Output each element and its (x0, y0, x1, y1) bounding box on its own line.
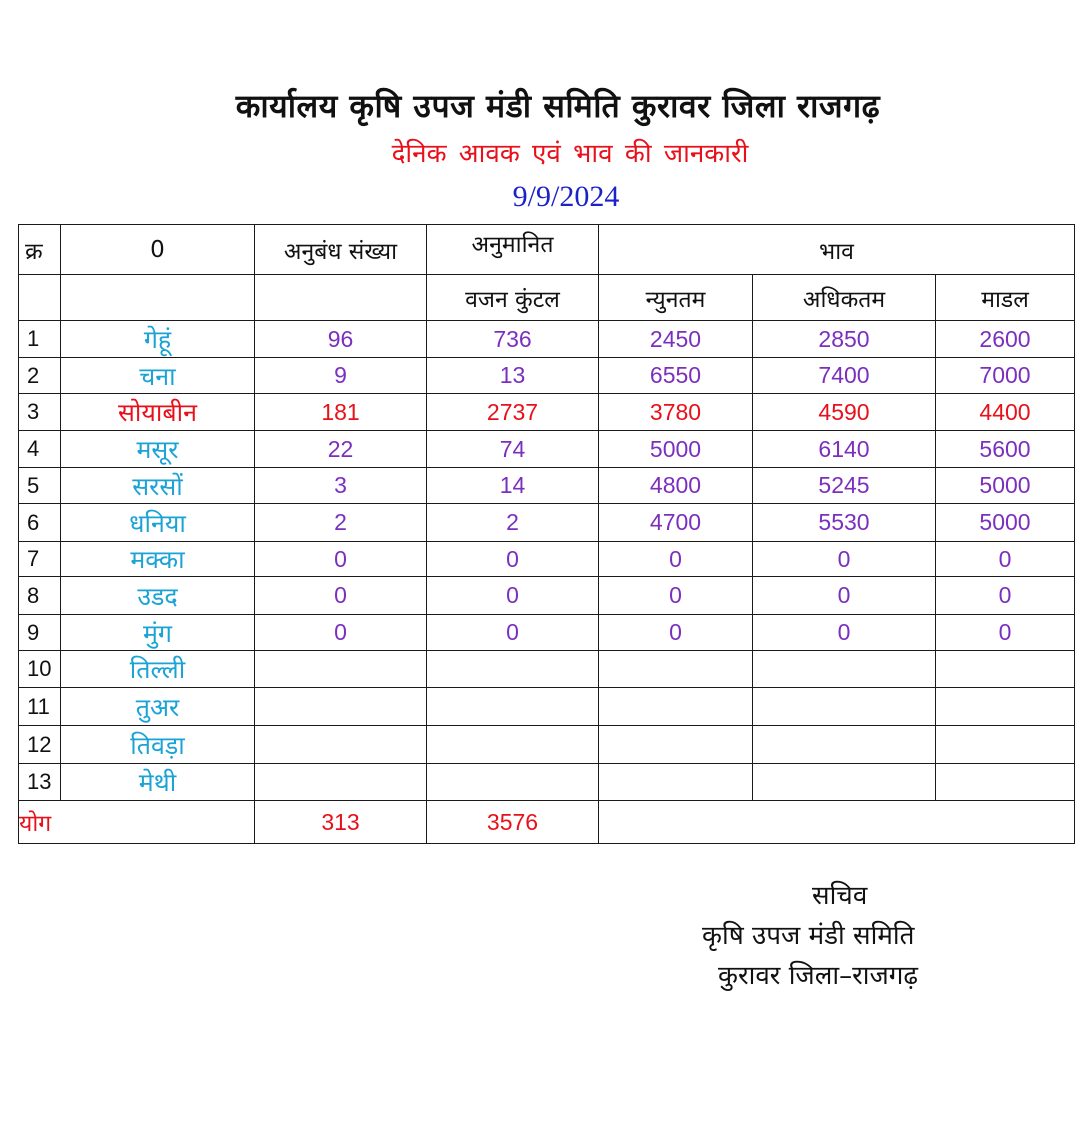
arrival-price-table (18, 224, 1075, 844)
cell-model: 0 (936, 577, 1075, 615)
total-contracts: 313 (255, 801, 427, 844)
crop-name: मेथी (61, 764, 255, 801)
cell-max: 0 (753, 542, 936, 577)
cell-contracts: 96 (255, 321, 427, 358)
cell-contracts (255, 688, 427, 726)
cell-min: 6550 (599, 358, 753, 394)
cell-contracts (255, 726, 427, 764)
table-row (19, 542, 1075, 577)
row-serial: 1 (19, 321, 61, 358)
cell-min: 0 (599, 542, 753, 577)
cell-model: 5000 (936, 504, 1075, 542)
cell-min: 5000 (599, 431, 753, 468)
cell-weight: 74 (427, 431, 599, 468)
header-model-price: माडल (936, 275, 1075, 321)
table-row (19, 468, 1075, 504)
crop-name: गेहूं (61, 321, 255, 358)
cell-min (599, 726, 753, 764)
signature-office: कृषि उपज मंडी समिति (702, 921, 915, 951)
cell-contracts: 0 (255, 542, 427, 577)
cell-max (753, 764, 936, 801)
cell-contracts: 181 (255, 394, 427, 431)
cell-model (936, 726, 1075, 764)
crop-name: सोयाबीन (61, 394, 255, 431)
header-contracts: अनुबंध संख्या (255, 225, 427, 275)
cell-max: 2850 (753, 321, 936, 358)
cell-min: 2450 (599, 321, 753, 358)
row-serial: 13 (19, 764, 61, 801)
row-serial: 10 (19, 651, 61, 688)
cell-contracts: 0 (255, 577, 427, 615)
crop-name: मक्का (61, 542, 255, 577)
cell-min: 0 (599, 615, 753, 651)
cell-contracts: 2 (255, 504, 427, 542)
cell-max: 0 (753, 577, 936, 615)
cell-weight: 13 (427, 358, 599, 394)
cell-min: 3780 (599, 394, 753, 431)
cell-max: 5245 (753, 468, 936, 504)
signature-location: कुरावर जिला–राजगढ़ (718, 961, 919, 991)
row-serial: 7 (19, 542, 61, 577)
crop-name: मुंग (61, 615, 255, 651)
header-blank-2 (61, 275, 255, 321)
crop-name: धनिया (61, 504, 255, 542)
cell-weight: 736 (427, 321, 599, 358)
header-max-price: अधिकतम (753, 275, 936, 321)
cell-min: 4700 (599, 504, 753, 542)
header-min-price: न्युनतम (599, 275, 753, 321)
total-weight: 3576 (427, 801, 599, 844)
total-row (19, 801, 1075, 844)
cell-min: 0 (599, 577, 753, 615)
cell-min (599, 764, 753, 801)
row-serial: 12 (19, 726, 61, 764)
crop-name: तुअर (61, 688, 255, 726)
cell-model: 0 (936, 615, 1075, 651)
row-serial: 11 (19, 688, 61, 726)
cell-weight: 0 (427, 542, 599, 577)
cell-model: 5000 (936, 468, 1075, 504)
cell-model: 7000 (936, 358, 1075, 394)
header-blank-3 (255, 275, 427, 321)
table-row (19, 321, 1075, 358)
header-serial: क्र (19, 225, 61, 275)
header-row-1 (19, 225, 1075, 275)
cell-model: 2600 (936, 321, 1075, 358)
total-label: योग (19, 801, 255, 844)
cell-weight (427, 764, 599, 801)
table-row (19, 431, 1075, 468)
row-serial: 5 (19, 468, 61, 504)
cell-max (753, 688, 936, 726)
cell-weight (427, 726, 599, 764)
cell-weight: 0 (427, 577, 599, 615)
cell-weight (427, 651, 599, 688)
table-row (19, 726, 1075, 764)
cell-contracts: 0 (255, 615, 427, 651)
table-row (19, 764, 1075, 801)
cell-model (936, 764, 1075, 801)
cell-max: 0 (753, 615, 936, 651)
signature-designation: सचिव (812, 881, 868, 911)
header-weight-bottom: वजन कुंटल (427, 275, 599, 321)
header-price: भाव (599, 225, 1075, 275)
cell-max: 4590 (753, 394, 936, 431)
header-weight-top: अनुमानित (427, 225, 599, 275)
cell-max: 5530 (753, 504, 936, 542)
row-serial: 9 (19, 615, 61, 651)
crop-name: मसूर (61, 431, 255, 468)
cell-min (599, 688, 753, 726)
page-subtitle: देनिक आवक एवं भाव की जानकारी (391, 139, 749, 169)
page-title: कार्यालय कृषि उपज मंडी समिति कुरावर जिला राजगढ़ (235, 87, 881, 125)
table-row (19, 577, 1075, 615)
cell-max: 6140 (753, 431, 936, 468)
row-serial: 4 (19, 431, 61, 468)
crop-name: उडद (61, 577, 255, 615)
crop-name: तिवड़ा (61, 726, 255, 764)
header-crop: 0 (61, 225, 255, 275)
cell-model: 0 (936, 542, 1075, 577)
row-serial: 8 (19, 577, 61, 615)
cell-model (936, 651, 1075, 688)
cell-max: 7400 (753, 358, 936, 394)
cell-contracts: 9 (255, 358, 427, 394)
cell-max (753, 651, 936, 688)
cell-weight: 2737 (427, 394, 599, 431)
cell-min (599, 651, 753, 688)
table-row (19, 504, 1075, 542)
table-row (19, 615, 1075, 651)
cell-weight (427, 688, 599, 726)
table-row (19, 651, 1075, 688)
table-row (19, 394, 1075, 431)
cell-max (753, 726, 936, 764)
cell-min: 4800 (599, 468, 753, 504)
cell-weight: 2 (427, 504, 599, 542)
cell-model: 5600 (936, 431, 1075, 468)
header-blank-1 (19, 275, 61, 321)
report-date: 9/9/2024 (512, 180, 620, 213)
row-serial: 6 (19, 504, 61, 542)
cell-weight: 14 (427, 468, 599, 504)
cell-contracts: 3 (255, 468, 427, 504)
cell-contracts: 22 (255, 431, 427, 468)
crop-name: सरसों (61, 468, 255, 504)
cell-contracts (255, 764, 427, 801)
cell-contracts (255, 651, 427, 688)
header-row-2 (19, 275, 1075, 321)
total-price-blank (599, 801, 1075, 844)
crop-name: चना (61, 358, 255, 394)
crop-name: तिल्ली (61, 651, 255, 688)
cell-model: 4400 (936, 394, 1075, 431)
signature-block (660, 876, 1020, 996)
row-serial: 3 (19, 394, 61, 431)
table-row (19, 688, 1075, 726)
table-row (19, 358, 1075, 394)
cell-model (936, 688, 1075, 726)
row-serial: 2 (19, 358, 61, 394)
cell-weight: 0 (427, 615, 599, 651)
